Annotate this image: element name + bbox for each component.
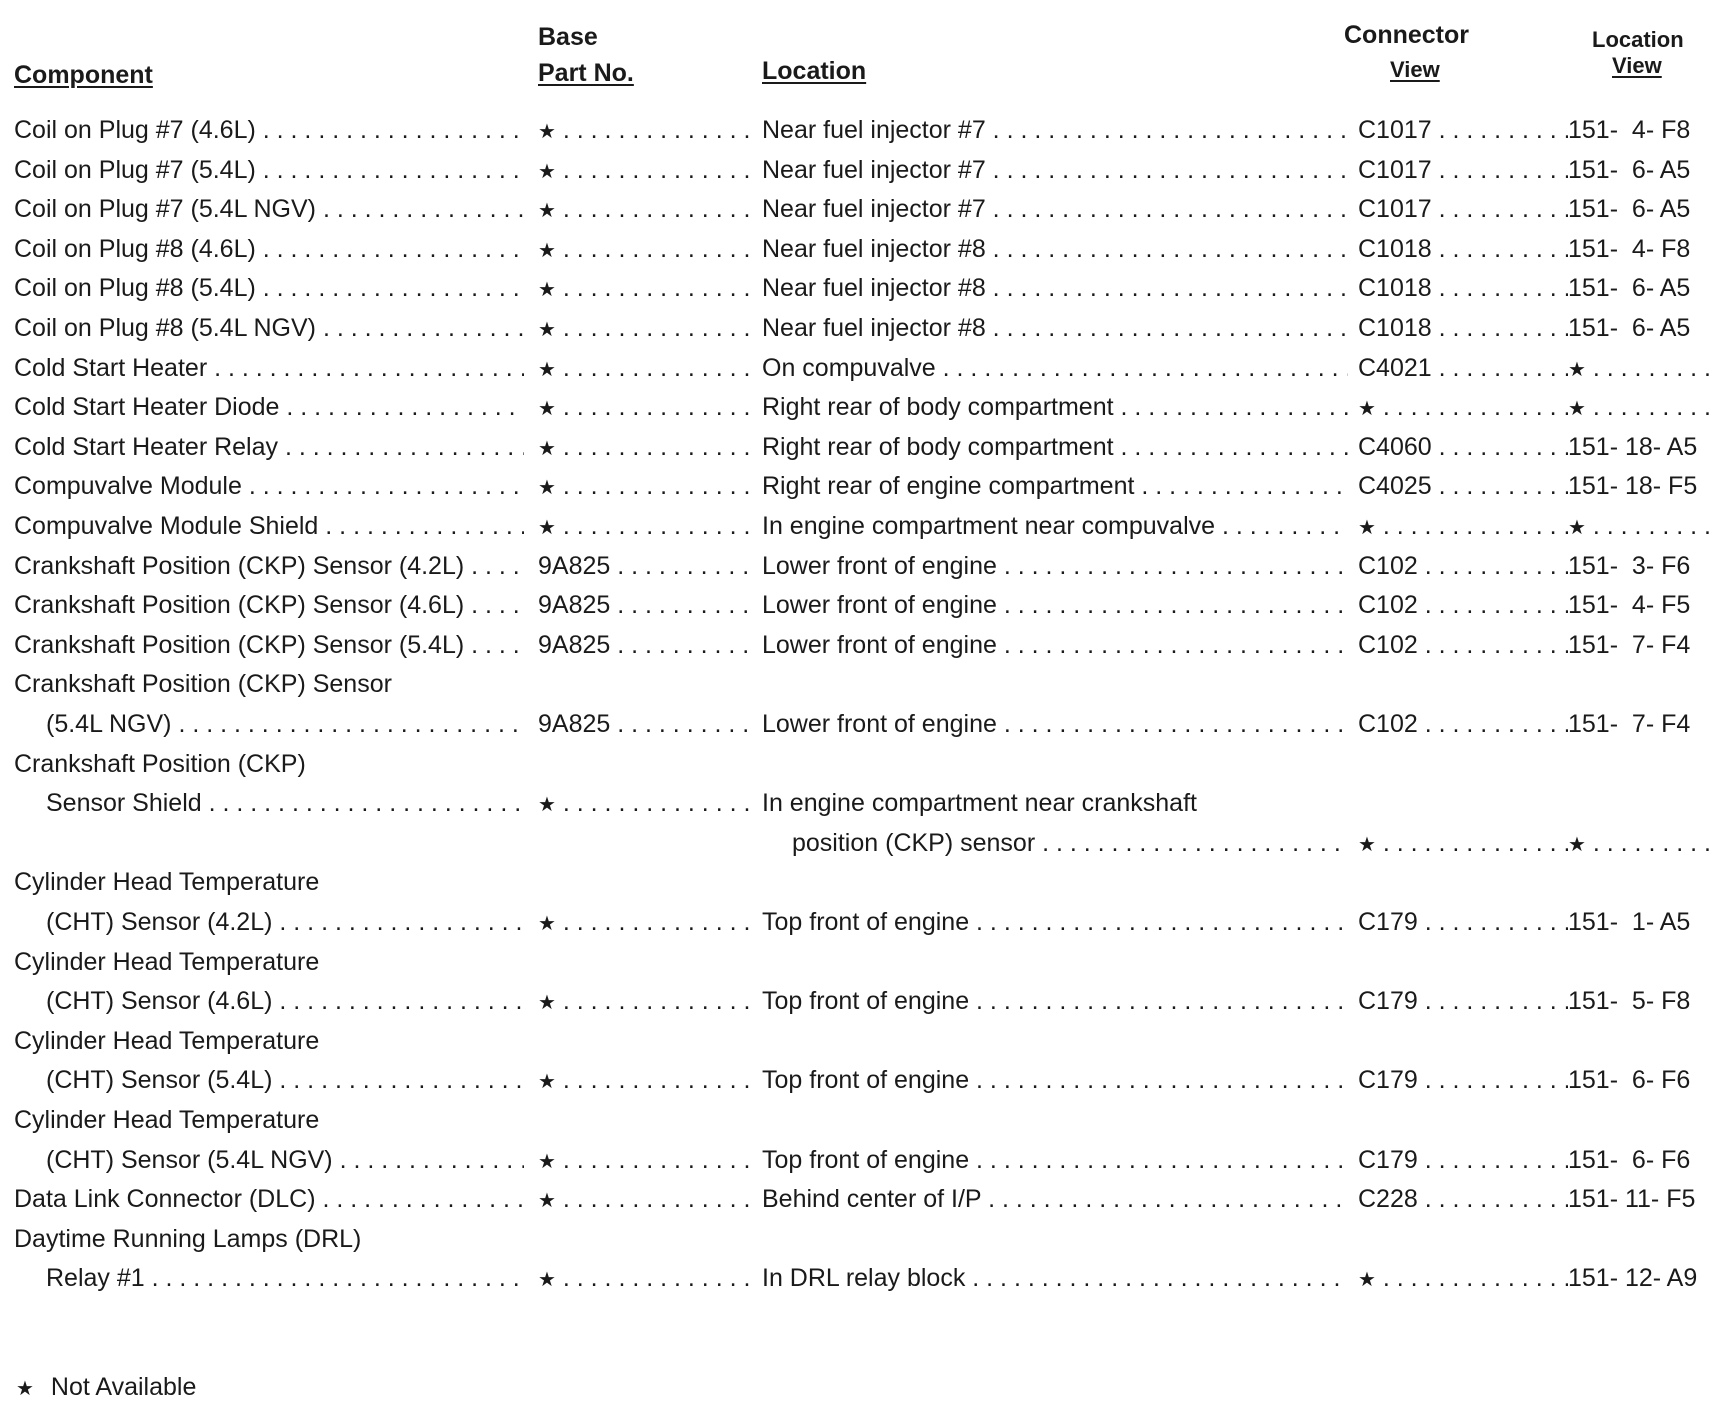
connector-view [1358, 1179, 1568, 1219]
location-view-ref: 151- 4- F5 [1568, 591, 1691, 620]
table-row-continuation [0, 744, 1716, 784]
location-view-ref: 151- 18- F5 [1568, 472, 1698, 501]
connector-view [1358, 308, 1568, 348]
connector-id: C1017 [1358, 155, 1432, 184]
connector-view [1358, 466, 1568, 506]
connector-id: C4025 [1358, 472, 1432, 501]
location-text: Top front of engine [762, 908, 970, 936]
component-name [46, 981, 524, 1021]
location-description [762, 268, 1348, 308]
location-description [762, 902, 1348, 942]
location-view-ref: 151- 7- F4 [1568, 710, 1691, 738]
table-row-continuation [0, 1219, 1716, 1259]
component-name-line1: Crankshaft Position (CKP) Sensor [14, 670, 392, 699]
star-icon: ★ [538, 437, 556, 460]
location-view-ref: 151- 18- A5 [1568, 432, 1698, 461]
table-row [0, 981, 1716, 1021]
location-view [1568, 902, 1716, 942]
location-view-ref: 151- 6- F6 [1568, 1145, 1691, 1174]
location-text: Near fuel injector #7 [762, 116, 986, 144]
location-description [762, 704, 1348, 744]
component-name [14, 387, 524, 427]
base-part-number [538, 189, 756, 229]
component-name-text: Crankshaft Position (CKP) Sensor (4.2L) [14, 551, 465, 580]
component-name [14, 546, 524, 586]
table-row-continuation [0, 942, 1716, 982]
component-name [14, 506, 524, 546]
component-name-text: Sensor Shield [46, 789, 202, 818]
location-view [1568, 704, 1716, 744]
component-name-line1: Cylinder Head Temperature [14, 1026, 320, 1055]
connector-view [1358, 110, 1568, 150]
table-row [0, 229, 1716, 269]
location-description [762, 625, 1348, 665]
base-part-number [538, 466, 756, 506]
location-view [1568, 981, 1716, 1021]
location-view [1568, 466, 1716, 506]
component-name [14, 308, 524, 348]
location-text: On compuvalve [762, 353, 936, 382]
table-row [0, 506, 1716, 546]
component-name-text: Coil on Plug #8 (5.4L NGV) [14, 314, 317, 342]
connector-id: C179 [1358, 908, 1418, 936]
component-name [46, 1258, 524, 1298]
star-icon: ★ [538, 1190, 556, 1213]
location-text: Lower front of engine [762, 710, 997, 738]
table-row [0, 348, 1716, 388]
connector-view [1358, 506, 1568, 546]
location-view [1568, 229, 1716, 269]
star-icon: ★ [1358, 517, 1376, 539]
location-text: Near fuel injector #7 [762, 155, 986, 184]
star-icon: ★ [538, 398, 556, 421]
location-view [1568, 1140, 1716, 1180]
connector-view [1358, 981, 1568, 1021]
part-number-text: 9A825 [538, 630, 611, 659]
location-view-ref: 151- 3- F6 [1568, 551, 1691, 580]
location-description [762, 189, 1348, 229]
header-location-view-line1: Location [1592, 27, 1684, 52]
component-name-text: (CHT) Sensor (5.4L NGV) [46, 1145, 333, 1174]
component-name [46, 902, 524, 942]
star-icon: ★ [538, 992, 556, 1015]
location-text: Near fuel injector #8 [762, 314, 986, 342]
component-name [14, 625, 524, 665]
location-text: Near fuel injector #8 [762, 274, 986, 303]
location-description [762, 308, 1348, 348]
location-text: Near fuel injector #8 [762, 234, 986, 263]
location-description [762, 1258, 1348, 1298]
component-name-line1: Cylinder Head Temperature [14, 947, 320, 976]
header-component: Component [14, 61, 153, 89]
table-row-continuation [0, 862, 1716, 902]
location-view-ref: 151- 4- F8 [1568, 116, 1691, 144]
base-part-number [538, 625, 756, 665]
base-part-number [538, 308, 756, 348]
table-row [0, 902, 1716, 942]
header-location: Location [762, 57, 867, 85]
table-row [0, 704, 1716, 744]
location-text: Lower front of engine [762, 551, 997, 580]
star-icon: ★ [538, 200, 556, 223]
location-description [762, 981, 1348, 1021]
base-part-number [538, 110, 756, 150]
part-number-text: 9A825 [538, 551, 611, 580]
connector-view [1358, 1140, 1568, 1180]
location-description [792, 823, 1348, 863]
location-view [1568, 1179, 1716, 1219]
table-row [0, 150, 1716, 190]
location-text: Right rear of body compartment [762, 393, 1114, 422]
location-view-ref: 151- 12- A9 [1568, 1264, 1698, 1293]
connector-view [1358, 585, 1568, 625]
table-row [0, 189, 1716, 229]
table-row [0, 1258, 1716, 1298]
star-icon: ★ [538, 358, 556, 381]
location-view [1568, 625, 1716, 665]
location-view [1568, 1258, 1716, 1298]
component-name [14, 427, 524, 467]
location-view [1568, 585, 1716, 625]
base-part-number [538, 1140, 756, 1180]
connector-view [1358, 387, 1568, 427]
component-name-text: Coil on Plug #7 (5.4L NGV) [14, 195, 317, 224]
component-name-text: Coil on Plug #7 (4.6L) [14, 116, 256, 144]
connector-view [1358, 625, 1568, 665]
location-view [1568, 546, 1716, 586]
connector-view [1358, 902, 1568, 942]
component-name-line1: Crankshaft Position (CKP) [14, 749, 306, 778]
connector-view [1358, 546, 1568, 586]
location-text: Lower front of engine [762, 630, 997, 659]
location-text: Top front of engine [762, 1145, 970, 1174]
base-part-number [538, 427, 756, 467]
component-name-text: Compuvalve Module [14, 472, 242, 501]
location-view-ref: 151- 6- A5 [1568, 195, 1691, 224]
location-description [762, 387, 1348, 427]
location-view [1568, 189, 1716, 229]
component-name [14, 466, 524, 506]
connector-id: C1017 [1358, 195, 1432, 224]
component-name [14, 1179, 524, 1219]
table-row [0, 466, 1716, 506]
location-view-ref: 151- 4- F8 [1568, 234, 1691, 263]
component-name [14, 150, 524, 190]
location-view [1568, 308, 1716, 348]
component-name-text: Data Link Connector (DLC) [14, 1185, 316, 1214]
table-row [0, 585, 1716, 625]
location-view-ref: 151- 6- A5 [1568, 274, 1691, 303]
location-text: Near fuel injector #7 [762, 195, 986, 224]
location-text: Top front of engine [762, 987, 970, 1016]
connector-id: C228 [1358, 1185, 1418, 1214]
connector-id: C102 [1358, 591, 1418, 620]
location-view [1568, 268, 1716, 308]
header-connector: Connector [1344, 21, 1469, 49]
table-row-continuation [0, 664, 1716, 704]
connector-view [1358, 150, 1568, 190]
location-description [762, 110, 1348, 150]
table-row-continuation [0, 823, 1716, 863]
star-icon: ★ [538, 1150, 556, 1173]
base-part-number [538, 1060, 756, 1100]
table-row [0, 110, 1716, 150]
table-row [0, 427, 1716, 467]
table-row [0, 1179, 1716, 1219]
component-name [14, 189, 524, 229]
star-icon: ★ [538, 913, 556, 935]
table-row [0, 387, 1716, 427]
table-row [0, 625, 1716, 665]
component-name-text: Compuvalve Module Shield [14, 512, 319, 540]
footnote-text: Not Available [50, 1373, 197, 1401]
base-part-number [538, 585, 756, 625]
base-part-number [538, 704, 756, 744]
location-text: position (CKP) sensor [792, 828, 1036, 857]
connector-view [1358, 348, 1568, 388]
connector-id: C4021 [1358, 353, 1432, 382]
component-name [46, 1060, 524, 1100]
location-view [1568, 110, 1716, 150]
table-row [0, 1140, 1716, 1180]
star-icon: ★ [1358, 833, 1376, 856]
location-view-ref: 151- 6- F6 [1568, 1066, 1691, 1095]
location-text: In engine compartment near compuvalve [762, 512, 1216, 540]
location-text: Top front of engine [762, 1066, 970, 1095]
star-icon: ★ [1568, 833, 1586, 856]
header-base-line1: Base [538, 23, 598, 51]
base-part-number [538, 268, 756, 308]
base-part-number [538, 1258, 756, 1298]
table-row [0, 783, 1716, 823]
component-name-text: Crankshaft Position (CKP) Sensor (4.6L) [14, 591, 465, 620]
component-name-line1: Daytime Running Lamps (DRL) [14, 1224, 362, 1253]
connector-id: C1018 [1358, 314, 1432, 342]
star-icon: ★ [538, 121, 556, 143]
star-icon: ★ [538, 477, 556, 500]
location-description [762, 506, 1348, 546]
header-location-view: View [1612, 53, 1662, 78]
base-part-number [538, 783, 756, 823]
location-description [762, 1179, 1348, 1219]
location-description [762, 427, 1348, 467]
table-row-continuation [0, 1100, 1716, 1140]
connector-id: C102 [1358, 710, 1418, 738]
location-description [762, 466, 1348, 506]
connector-id: C4060 [1358, 432, 1432, 461]
connector-id: C179 [1358, 1066, 1418, 1095]
base-part-number [538, 546, 756, 586]
location-text: Right rear of engine compartment [762, 472, 1135, 501]
star-icon: ★ [538, 1071, 556, 1094]
component-name-line1: Cylinder Head Temperature [14, 1106, 320, 1134]
component-name-text: Cold Start Heater [14, 353, 208, 382]
connector-id: C102 [1358, 551, 1418, 580]
star-icon: ★ [538, 239, 556, 262]
component-name [14, 268, 524, 308]
connector-view [1358, 268, 1568, 308]
component-name-text: Coil on Plug #8 (5.4L) [14, 274, 256, 303]
component-name-text: (CHT) Sensor (4.2L) [46, 908, 273, 936]
component-name [14, 229, 524, 269]
location-view-ref: 151- 6- A5 [1568, 155, 1691, 184]
component-name-text: Cold Start Heater Relay [14, 432, 279, 461]
location-view-ref: 151- 6- A5 [1568, 314, 1691, 342]
location-view [1568, 150, 1716, 190]
table-row-continuation [0, 1021, 1716, 1061]
table-row [0, 1060, 1716, 1100]
location-view-ref: 151- 5- F8 [1568, 987, 1691, 1016]
star-icon: ★ [16, 1378, 34, 1400]
base-part-number [538, 1179, 756, 1219]
component-name-text: Coil on Plug #7 (5.4L) [14, 155, 256, 184]
connector-view [1358, 189, 1568, 229]
component-name [14, 110, 524, 150]
location-view [1568, 427, 1716, 467]
table-row [0, 546, 1716, 586]
star-icon: ★ [538, 794, 556, 817]
base-part-number [538, 902, 756, 942]
location-text: Behind center of I/P [762, 1185, 982, 1214]
star-icon: ★ [1568, 398, 1586, 421]
base-part-number [538, 229, 756, 269]
location-view [1568, 348, 1716, 388]
base-part-number [538, 387, 756, 427]
component-name [46, 783, 524, 823]
base-part-number [538, 506, 756, 546]
connector-view [1358, 1060, 1568, 1100]
star-icon: ★ [538, 160, 556, 183]
location-description [762, 585, 1348, 625]
base-part-number [538, 348, 756, 388]
table-row [0, 268, 1716, 308]
connector-id: C179 [1358, 1145, 1418, 1174]
component-name-text: Crankshaft Position (CKP) Sensor (5.4L) [14, 630, 465, 659]
location-view [1568, 823, 1716, 863]
component-name [46, 1140, 524, 1180]
component-name [14, 348, 524, 388]
star-icon: ★ [538, 279, 556, 302]
star-icon: ★ [1358, 1269, 1376, 1292]
connector-view [1358, 229, 1568, 269]
base-part-number [538, 981, 756, 1021]
part-number-text: 9A825 [538, 710, 611, 738]
component-name-text: (CHT) Sensor (4.6L) [46, 987, 273, 1016]
location-line1: In engine compartment near crankshaft [762, 789, 1197, 818]
connector-view [1358, 823, 1568, 863]
location-description [762, 1060, 1348, 1100]
location-text: In DRL relay block [762, 1264, 966, 1293]
connector-id: C1018 [1358, 274, 1432, 303]
connector-view [1358, 427, 1568, 467]
connector-id: C1017 [1358, 116, 1432, 144]
star-icon: ★ [1568, 517, 1586, 539]
location-view [1568, 506, 1716, 546]
component-name-text: Coil on Plug #8 (4.6L) [14, 234, 256, 263]
component-name-text: (5.4L NGV) [46, 710, 172, 738]
header-connector-view: View [1390, 57, 1440, 82]
component-name-line1: Cylinder Head Temperature [14, 868, 320, 897]
star-icon: ★ [538, 1269, 556, 1292]
location-view-ref: 151- 11- F5 [1568, 1185, 1696, 1214]
connector-id: C102 [1358, 630, 1418, 659]
component-name-text: Cold Start Heater Diode [14, 393, 280, 422]
star-icon: ★ [1568, 358, 1586, 381]
base-part-number [538, 150, 756, 190]
location-description [762, 229, 1348, 269]
connector-view [1358, 704, 1568, 744]
connector-id: C1018 [1358, 234, 1432, 263]
location-text: Lower front of engine [762, 591, 997, 620]
location-view-ref: 151- 7- F4 [1568, 630, 1691, 659]
header-part-no: Part No. [538, 59, 634, 87]
component-name [14, 585, 524, 625]
star-icon: ★ [538, 517, 556, 539]
star-icon: ★ [1358, 398, 1376, 421]
location-description [762, 348, 1348, 388]
component-name-text: (CHT) Sensor (5.4L) [46, 1066, 273, 1095]
component-name-text: Relay #1 [46, 1264, 145, 1293]
star-icon: ★ [538, 319, 556, 341]
location-view [1568, 387, 1716, 427]
location-description [762, 546, 1348, 586]
connector-view [1358, 1258, 1568, 1298]
part-number-text: 9A825 [538, 591, 611, 620]
component-name [46, 704, 524, 744]
location-view-ref: 151- 1- A5 [1568, 908, 1691, 936]
table-row [0, 308, 1716, 348]
location-description [762, 1140, 1348, 1180]
footnote [16, 1370, 196, 1406]
location-view [1568, 1060, 1716, 1100]
location-text: Right rear of body compartment [762, 432, 1114, 461]
location-description [762, 150, 1348, 190]
connector-id: C179 [1358, 987, 1418, 1016]
